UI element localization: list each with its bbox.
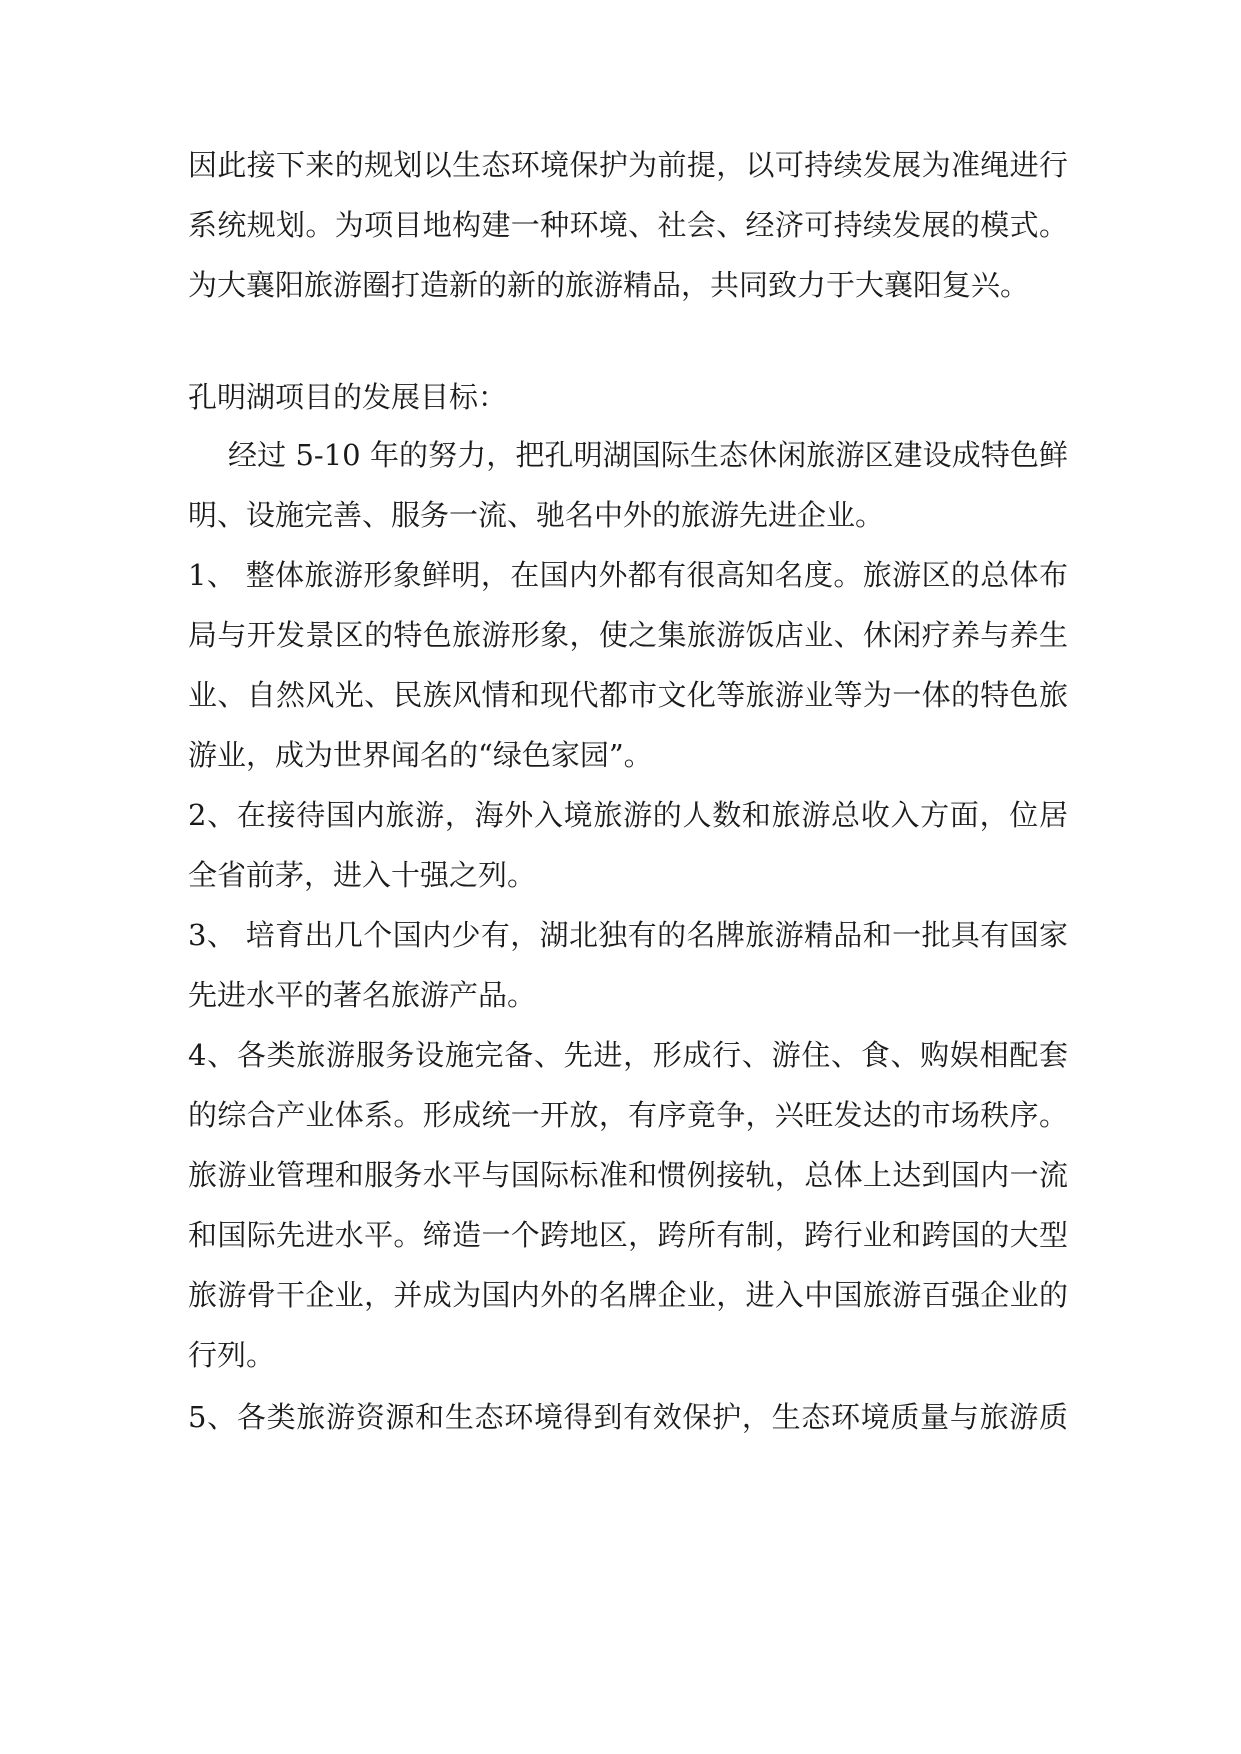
goal-item-1-line: 游业，成为世界闻名的“绿色家园”。 (188, 738, 653, 772)
intro-line: 为大襄阳旅游圈打造新的新的旅游精品，共同致力于大襄阳复兴。 (188, 268, 1030, 302)
goal-item-4-line: 旅游业管理和服务水平与国际标准和惯例接轨，总体上达到国内一流 (188, 1158, 1068, 1192)
goal-item-2-line: 全省前茅，进入十强之列。 (188, 858, 537, 892)
intro-line: 因此接下来的规划以生态环境保护为前提，以可持续发展为准绳进行 (188, 148, 1068, 182)
goal-item-2-line: 2、在接待国内旅游，海外入境旅游的人数和旅游总收入方面，位居 (188, 798, 1068, 832)
goal-item-3-line: 先进水平的著名旅游产品。 (188, 978, 537, 1012)
goal-item-1-line: 局与开发景区的特色旅游形象，使之集旅游饭店业、休闲疗养与养生 (188, 618, 1068, 652)
goal-item-4-line: 的综合产业体系。形成统一开放，有序竟争，兴旺发达的市场秩序。 (188, 1098, 1068, 1132)
section-heading: 孔明湖项目的发展目标： (188, 380, 508, 414)
goal-item-1-line: 1、 整体旅游形象鲜明，在国内外都有很高知名度。旅游区的总体布 (188, 558, 1068, 592)
goal-item-4-line: 4、各类旅游服务设施完备、先进，形成行、游住、食、购娱相配套 (188, 1038, 1068, 1072)
goal-item-1-line: 业、自然风光、民族风情和现代都市文化等旅游业等为一体的特色旅 (188, 678, 1068, 712)
goal-item-4-line: 和国际先进水平。缔造一个跨地区，跨所有制，跨行业和跨国的大型 (188, 1218, 1068, 1252)
goal-item-3-line: 3、 培育出几个国内少有，湖北独有的名牌旅游精品和一批具有国家 (188, 918, 1068, 952)
goal-item-4-line: 旅游骨干企业，并成为国内外的名牌企业，进入中国旅游百强企业的 (188, 1278, 1068, 1312)
goal-item-5-line: 5、各类旅游资源和生态环境得到有效保护，生态环境质量与旅游质 (188, 1400, 1068, 1434)
goal-item-4-line: 行列。 (188, 1338, 276, 1372)
lead-line: 明、设施完善、服务一流、驰名中外的旅游先进企业。 (188, 498, 885, 532)
intro-line: 系统规划。为项目地构建一种环境、社会、经济可持续发展的模式。 (188, 208, 1068, 242)
lead-line: 经过 5-10 年的努力，把孔明湖国际生态休闲旅游区建设成特色鲜 (228, 438, 1068, 472)
